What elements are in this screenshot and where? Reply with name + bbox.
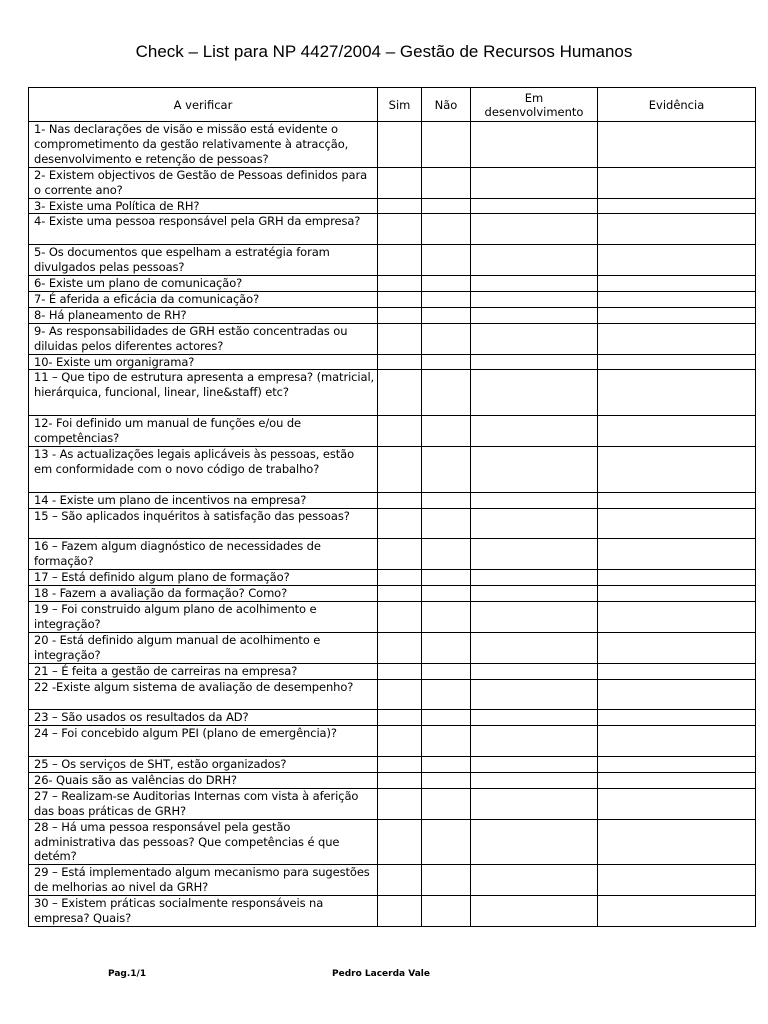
evidencia-cell[interactable]: [598, 539, 756, 570]
sim-cell[interactable]: [378, 492, 422, 508]
table-row: [29, 492, 756, 508]
nao-cell[interactable]: [422, 865, 471, 896]
evidencia-cell[interactable]: [598, 245, 756, 276]
evidencia-cell[interactable]: [598, 122, 756, 168]
sim-cell[interactable]: [378, 602, 422, 633]
evidencia-cell[interactable]: [598, 570, 756, 586]
sim-cell[interactable]: [378, 370, 422, 416]
nao-cell[interactable]: [422, 632, 471, 663]
nao-cell[interactable]: [422, 539, 471, 570]
evidencia-cell[interactable]: [598, 726, 756, 757]
sim-cell[interactable]: [378, 167, 422, 198]
evidencia-cell[interactable]: [598, 602, 756, 633]
em-desenvolvimento-cell[interactable]: [471, 679, 598, 710]
evidencia-cell[interactable]: [598, 508, 756, 539]
nao-cell[interactable]: [422, 710, 471, 726]
sim-cell[interactable]: [378, 416, 422, 447]
em-desenvolvimento-cell[interactable]: [471, 198, 598, 214]
question-cell: 20 - Está definido algum manual de acolhimento e integração?: [29, 632, 378, 663]
question-cell: 1- Nas declarações de visão e missão está evidente o comprometimento da gestão relativamente à atracção, desenvolvimento e retenção de pessoas?: [29, 122, 378, 168]
sim-cell[interactable]: [378, 570, 422, 586]
sim-cell[interactable]: [378, 726, 422, 757]
sim-cell[interactable]: [378, 757, 422, 773]
table-row: [29, 632, 756, 663]
sim-cell[interactable]: [378, 788, 422, 819]
question-cell: 4- Existe uma pessoa responsável pela GRH da empresa?: [29, 214, 378, 245]
nao-cell[interactable]: [422, 167, 471, 198]
nao-cell[interactable]: [422, 757, 471, 773]
em-desenvolvimento-cell[interactable]: [471, 772, 598, 788]
sim-cell[interactable]: [378, 122, 422, 168]
table-row: [29, 508, 756, 539]
nao-cell[interactable]: [422, 508, 471, 539]
question-cell: 7- É aferida a eficácia da comunicação?: [29, 291, 378, 307]
question-cell: 2- Existem objectivos de Gestão de Pessoas definidos para o corrente ano?: [29, 167, 378, 198]
sim-cell[interactable]: [378, 539, 422, 570]
em-desenvolvimento-cell[interactable]: [471, 788, 598, 819]
question-cell: 22 -Existe algum sistema de avaliação de desempenho?: [29, 679, 378, 710]
table-row: [29, 539, 756, 570]
evidencia-cell[interactable]: [598, 370, 756, 416]
question-cell: 23 – São usados os resultados da AD?: [29, 710, 378, 726]
question-cell: 3- Existe uma Política de RH?: [29, 198, 378, 214]
table-header-row: [29, 88, 756, 122]
sim-cell[interactable]: [378, 323, 422, 354]
author-name: Pedro Lacerda Vale: [332, 969, 430, 979]
nao-cell[interactable]: [422, 788, 471, 819]
nao-cell[interactable]: [422, 245, 471, 276]
evidencia-cell[interactable]: [598, 198, 756, 214]
nao-cell[interactable]: [422, 570, 471, 586]
evidencia-cell[interactable]: [598, 679, 756, 710]
em-desenvolvimento-cell[interactable]: [471, 276, 598, 292]
evidencia-cell[interactable]: [598, 586, 756, 602]
em-desenvolvimento-cell[interactable]: [471, 896, 598, 927]
em-desenvolvimento-cell[interactable]: [471, 586, 598, 602]
evidencia-cell[interactable]: [598, 291, 756, 307]
evidencia-cell[interactable]: [598, 865, 756, 896]
question-cell: 6- Existe um plano de comunicação?: [29, 276, 378, 292]
sim-cell[interactable]: [378, 586, 422, 602]
sim-cell[interactable]: [378, 245, 422, 276]
em-desenvolvimento-cell[interactable]: [471, 539, 598, 570]
evidencia-cell[interactable]: [598, 446, 756, 492]
em-desenvolvimento-cell[interactable]: [471, 323, 598, 354]
em-desenvolvimento-cell[interactable]: [471, 214, 598, 245]
question-cell: 19 – Foi construido algum plano de acolhimento e integração?: [29, 602, 378, 633]
evidencia-cell[interactable]: [598, 757, 756, 773]
sim-cell[interactable]: [378, 710, 422, 726]
table-row: [29, 710, 756, 726]
evidencia-cell[interactable]: [598, 663, 756, 679]
table-row: [29, 276, 756, 292]
question-cell: 11 – Que tipo de estrutura apresenta a empresa? (matricial, hierárquica, funcional, linear, line&staff) etc?: [29, 370, 378, 416]
nao-cell[interactable]: [422, 772, 471, 788]
sim-cell[interactable]: [378, 307, 422, 323]
question-cell: 27 – Realizam-se Auditorias Internas com vista à aferição das boas práticas de GRH?: [29, 788, 378, 819]
table-row: [29, 323, 756, 354]
question-cell: 5- Os documentos que espelham a estratégia foram divulgados pelas pessoas?: [29, 245, 378, 276]
table-row: [29, 446, 756, 492]
question-cell: 28 – Há uma pessoa responsável pela gestão administrativa das pessoas? Que competências é que detém?: [29, 819, 378, 865]
table-row: [29, 819, 756, 865]
header-em-desenvolvimento: Em desenvolvimento: [471, 88, 598, 122]
nao-cell[interactable]: [422, 586, 471, 602]
nao-cell[interactable]: [422, 370, 471, 416]
table-row: [29, 291, 756, 307]
nao-cell[interactable]: [422, 492, 471, 508]
em-desenvolvimento-cell[interactable]: [471, 602, 598, 633]
question-cell: 17 – Está definido algum plano de formação?: [29, 570, 378, 586]
question-cell: 29 – Está implementado algum mecanismo para sugestões de melhorias ao nivel da GRH?: [29, 865, 378, 896]
table-row: [29, 679, 756, 710]
nao-cell[interactable]: [422, 896, 471, 927]
sim-cell[interactable]: [378, 679, 422, 710]
evidencia-cell[interactable]: [598, 788, 756, 819]
question-cell: 9- As responsabilidades de GRH estão concentradas ou diluidas pelos diferentes actores?: [29, 323, 378, 354]
evidencia-cell[interactable]: [598, 214, 756, 245]
sim-cell[interactable]: [378, 508, 422, 539]
em-desenvolvimento-cell[interactable]: [471, 570, 598, 586]
nao-cell[interactable]: [422, 291, 471, 307]
sim-cell[interactable]: [378, 446, 422, 492]
sim-cell[interactable]: [378, 865, 422, 896]
em-desenvolvimento-cell[interactable]: [471, 416, 598, 447]
nao-cell[interactable]: [422, 446, 471, 492]
nao-cell[interactable]: [422, 198, 471, 214]
question-cell: 25 – Os serviços de SHT, estão organizados?: [29, 757, 378, 773]
table-row: [29, 663, 756, 679]
header-evidencia: Evidência: [598, 88, 756, 122]
question-cell: 13 - As actualizações legais aplicáveis às pessoas, estão em conformidade com o novo código de trabalho?: [29, 446, 378, 492]
table-row: [29, 896, 756, 927]
em-desenvolvimento-cell[interactable]: [471, 632, 598, 663]
evidencia-cell[interactable]: [598, 819, 756, 865]
sim-cell[interactable]: [378, 896, 422, 927]
em-desenvolvimento-cell[interactable]: [471, 307, 598, 323]
evidencia-cell[interactable]: [598, 323, 756, 354]
evidencia-cell[interactable]: [598, 772, 756, 788]
page-number: Pag.1/1: [108, 969, 147, 979]
table-row: [29, 370, 756, 416]
nao-cell[interactable]: [422, 602, 471, 633]
question-cell: 21 – É feita a gestão de carreiras na empresa?: [29, 663, 378, 679]
nao-cell[interactable]: [422, 354, 471, 370]
evidencia-cell[interactable]: [598, 710, 756, 726]
question-cell: 26- Quais são as valências do DRH?: [29, 772, 378, 788]
em-desenvolvimento-cell[interactable]: [471, 710, 598, 726]
nao-cell[interactable]: [422, 819, 471, 865]
evidencia-cell[interactable]: [598, 896, 756, 927]
question-cell: 12- Foi definido um manual de funções e/ou de competências?: [29, 416, 378, 447]
table-row: [29, 245, 756, 276]
sim-cell[interactable]: [378, 772, 422, 788]
nao-cell[interactable]: [422, 276, 471, 292]
question-cell: 18 - Fazem a avaliação da formação? Como?: [29, 586, 378, 602]
evidencia-cell[interactable]: [598, 167, 756, 198]
sim-cell[interactable]: [378, 214, 422, 245]
table-row: [29, 602, 756, 633]
em-desenvolvimento-cell[interactable]: [471, 819, 598, 865]
evidencia-cell[interactable]: [598, 632, 756, 663]
question-cell: 10- Existe um organigrama?: [29, 354, 378, 370]
sim-cell[interactable]: [378, 663, 422, 679]
table-row: [29, 570, 756, 586]
table-row: [29, 586, 756, 602]
table-row: [29, 167, 756, 198]
table-row: [29, 354, 756, 370]
question-cell: 16 – Fazem algum diagnóstico de necessidades de formação?: [29, 539, 378, 570]
em-desenvolvimento-cell[interactable]: [471, 492, 598, 508]
em-desenvolvimento-cell[interactable]: [471, 726, 598, 757]
evidencia-cell[interactable]: [598, 276, 756, 292]
table-row: [29, 757, 756, 773]
sim-cell[interactable]: [378, 632, 422, 663]
header-sim: Sim: [378, 88, 422, 122]
header-a-verificar: A verificar: [29, 88, 378, 122]
em-desenvolvimento-cell[interactable]: [471, 122, 598, 168]
table-row: [29, 214, 756, 245]
question-cell: 15 – São aplicados inquéritos à satisfação das pessoas?: [29, 508, 378, 539]
em-desenvolvimento-cell[interactable]: [471, 245, 598, 276]
em-desenvolvimento-cell[interactable]: [471, 446, 598, 492]
em-desenvolvimento-cell[interactable]: [471, 291, 598, 307]
em-desenvolvimento-cell[interactable]: [471, 757, 598, 773]
sim-cell[interactable]: [378, 819, 422, 865]
evidencia-cell[interactable]: [598, 307, 756, 323]
question-cell: 24 – Foi concebido algum PEI (plano de emergência)?: [29, 726, 378, 757]
header-nao: Não: [422, 88, 471, 122]
sim-cell[interactable]: [378, 291, 422, 307]
checklist-table: [28, 87, 756, 927]
table-row: [29, 416, 756, 447]
nao-cell[interactable]: [422, 214, 471, 245]
nao-cell[interactable]: [422, 307, 471, 323]
em-desenvolvimento-cell[interactable]: [471, 508, 598, 539]
nao-cell[interactable]: [422, 726, 471, 757]
question-cell: 14 - Existe um plano de incentivos na empresa?: [29, 492, 378, 508]
evidencia-cell[interactable]: [598, 354, 756, 370]
table-row: [29, 122, 756, 168]
nao-cell[interactable]: [422, 679, 471, 710]
document-title: Check – List para NP 4427/2004 – Gestão de Recursos Humanos: [135, 42, 633, 61]
question-cell: 30 – Existem práticas socialmente responsáveis na empresa? Quais?: [29, 896, 378, 927]
table-row: [29, 772, 756, 788]
nao-cell[interactable]: [422, 416, 471, 447]
table-row: [29, 198, 756, 214]
evidencia-cell[interactable]: [598, 416, 756, 447]
table-row: [29, 788, 756, 819]
question-cell: 8- Há planeamento de RH?: [29, 307, 378, 323]
evidencia-cell[interactable]: [598, 492, 756, 508]
em-desenvolvimento-cell[interactable]: [471, 354, 598, 370]
nao-cell[interactable]: [422, 122, 471, 168]
table-row: [29, 307, 756, 323]
sim-cell[interactable]: [378, 276, 422, 292]
nao-cell[interactable]: [422, 663, 471, 679]
nao-cell[interactable]: [422, 323, 471, 354]
em-desenvolvimento-cell[interactable]: [471, 167, 598, 198]
table-row: [29, 865, 756, 896]
sim-cell[interactable]: [378, 198, 422, 214]
em-desenvolvimento-cell[interactable]: [471, 663, 598, 679]
sim-cell[interactable]: [378, 354, 422, 370]
em-desenvolvimento-cell[interactable]: [471, 370, 598, 416]
table-row: [29, 726, 756, 757]
em-desenvolvimento-cell[interactable]: [471, 865, 598, 896]
